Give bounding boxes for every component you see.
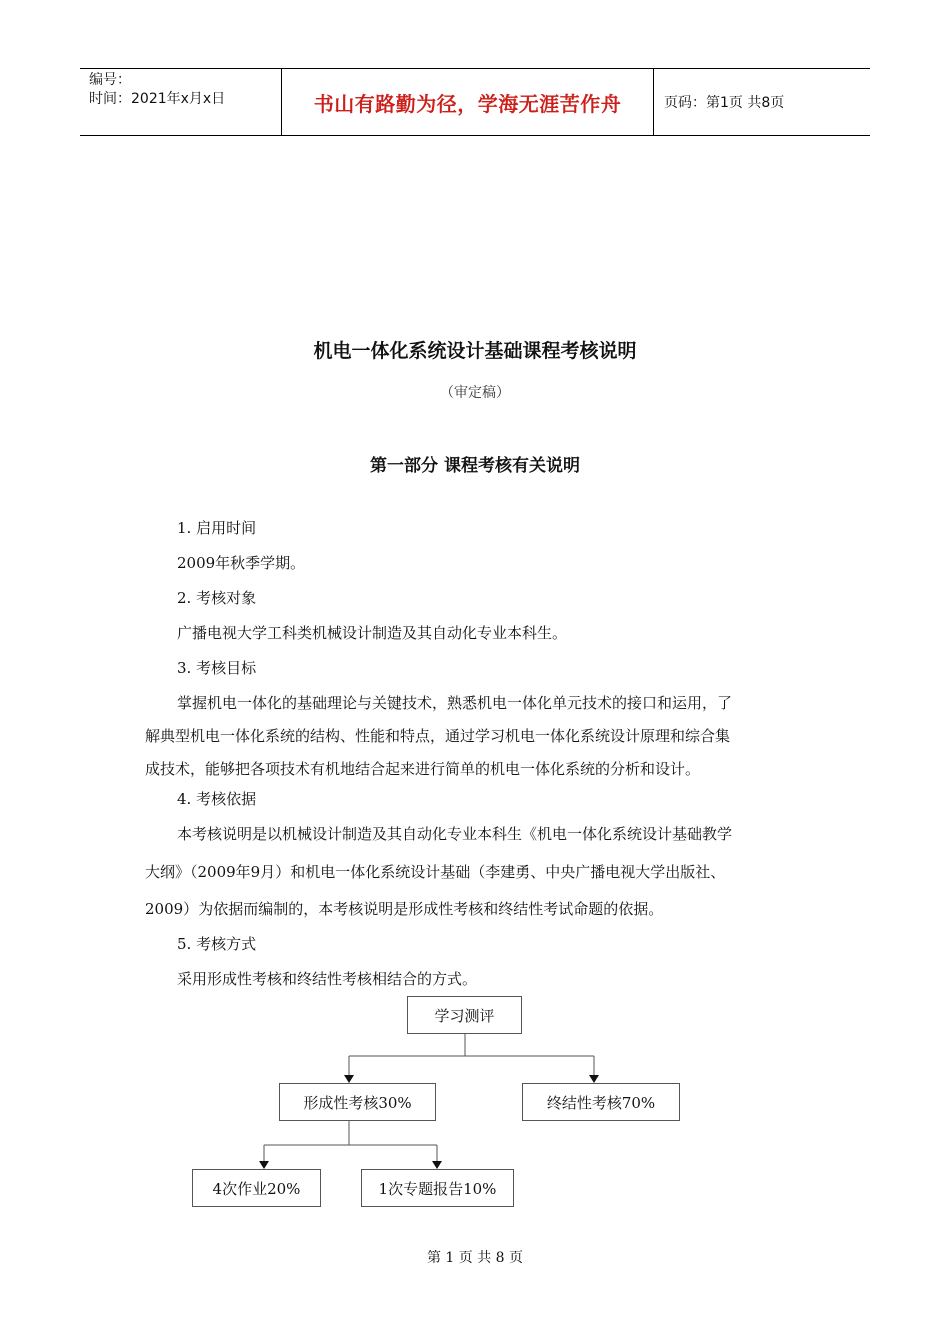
section-5-heading: 5. 考核方式 bbox=[177, 935, 257, 953]
flowchart-homework-box: 4次作业20% bbox=[192, 1169, 321, 1207]
flowchart-summative-box: 终结性考核70% bbox=[522, 1083, 680, 1121]
document-title: 机电一体化系统设计基础课程考核说明 bbox=[313, 340, 637, 362]
section-3-line-2: 解典型机电一体化系统的结构、性能和特点，通过学习机电一体化系统设计原理和综合集 bbox=[145, 727, 731, 745]
section-4-line-1-lead: 本考核说明是以 bbox=[177, 825, 283, 843]
header-table bbox=[80, 68, 870, 136]
section-4-line-3-a: 2009） bbox=[145, 900, 199, 918]
section-4-line-1-rest: 机械设计制造及其自动化专业本科生《机电一体化系统设计基础教学 bbox=[282, 825, 733, 843]
section-4-heading: 4. 考核依据 bbox=[177, 790, 257, 808]
section-5-text: 采用形成性考核和终结性考核相结合的方式。 bbox=[177, 970, 478, 988]
arrowhead bbox=[432, 1161, 442, 1169]
section-4-line-3 bbox=[145, 899, 663, 919]
header-motto: 书山有路勤为径，学海无涯苦作舟 bbox=[282, 69, 654, 135]
section-1-text: 2009年秋季学期。 bbox=[177, 554, 306, 572]
part-heading: 第一部分 课程考核有关说明 bbox=[370, 456, 580, 476]
page-footer: 第 1 页 共 8 页 bbox=[426, 1250, 524, 1266]
code-label: 编号： bbox=[89, 72, 131, 88]
section-2-heading: 2. 考核对象 bbox=[177, 589, 257, 607]
section-4-line-1 bbox=[177, 824, 732, 844]
section-3-heading: 3. 考核目标 bbox=[177, 659, 257, 677]
section-4-line-3-b: 为依据而编制的，本考核说明是 bbox=[198, 900, 409, 918]
arrowhead bbox=[344, 1075, 354, 1083]
flowchart-root-box: 学习测评 bbox=[407, 996, 522, 1034]
section-4-line-3-c: 形成性考核和终结性考试命题 bbox=[408, 900, 604, 918]
section-3-line-1: 掌握机电一体化的基础理论与关键技术，熟悉机电一体化单元技术的接口和运用，了 bbox=[177, 694, 733, 712]
arrowhead bbox=[259, 1161, 269, 1169]
section-4-line-3-d: 的依据。 bbox=[603, 900, 664, 918]
header-meta-cell bbox=[80, 69, 282, 135]
section-3-line-3: 成技术，能够把各项技术有机地结合起来进行简单的机电一体化系统的分析和设计。 bbox=[145, 760, 701, 778]
section-4-line-2: 大纲》（2009年9月）和机电一体化系统设计基础（李建勇、中央广播电视大学出版社、 bbox=[145, 863, 726, 881]
flowchart-formative-box: 形成性考核30% bbox=[279, 1083, 436, 1121]
time-label: 时间：2021年x月x日 bbox=[89, 91, 226, 107]
arrowhead bbox=[589, 1075, 599, 1083]
document-subtitle: （审定稿） bbox=[440, 385, 510, 401]
section-1-heading: 1. 启用时间 bbox=[177, 519, 257, 537]
header-page-info: 页码：第1页 共8页 bbox=[664, 95, 785, 111]
flowchart-report-box: 1次专题报告10% bbox=[361, 1169, 514, 1207]
section-2-text: 广播电视大学工科类机械设计制造及其自动化专业本科生。 bbox=[177, 624, 568, 642]
